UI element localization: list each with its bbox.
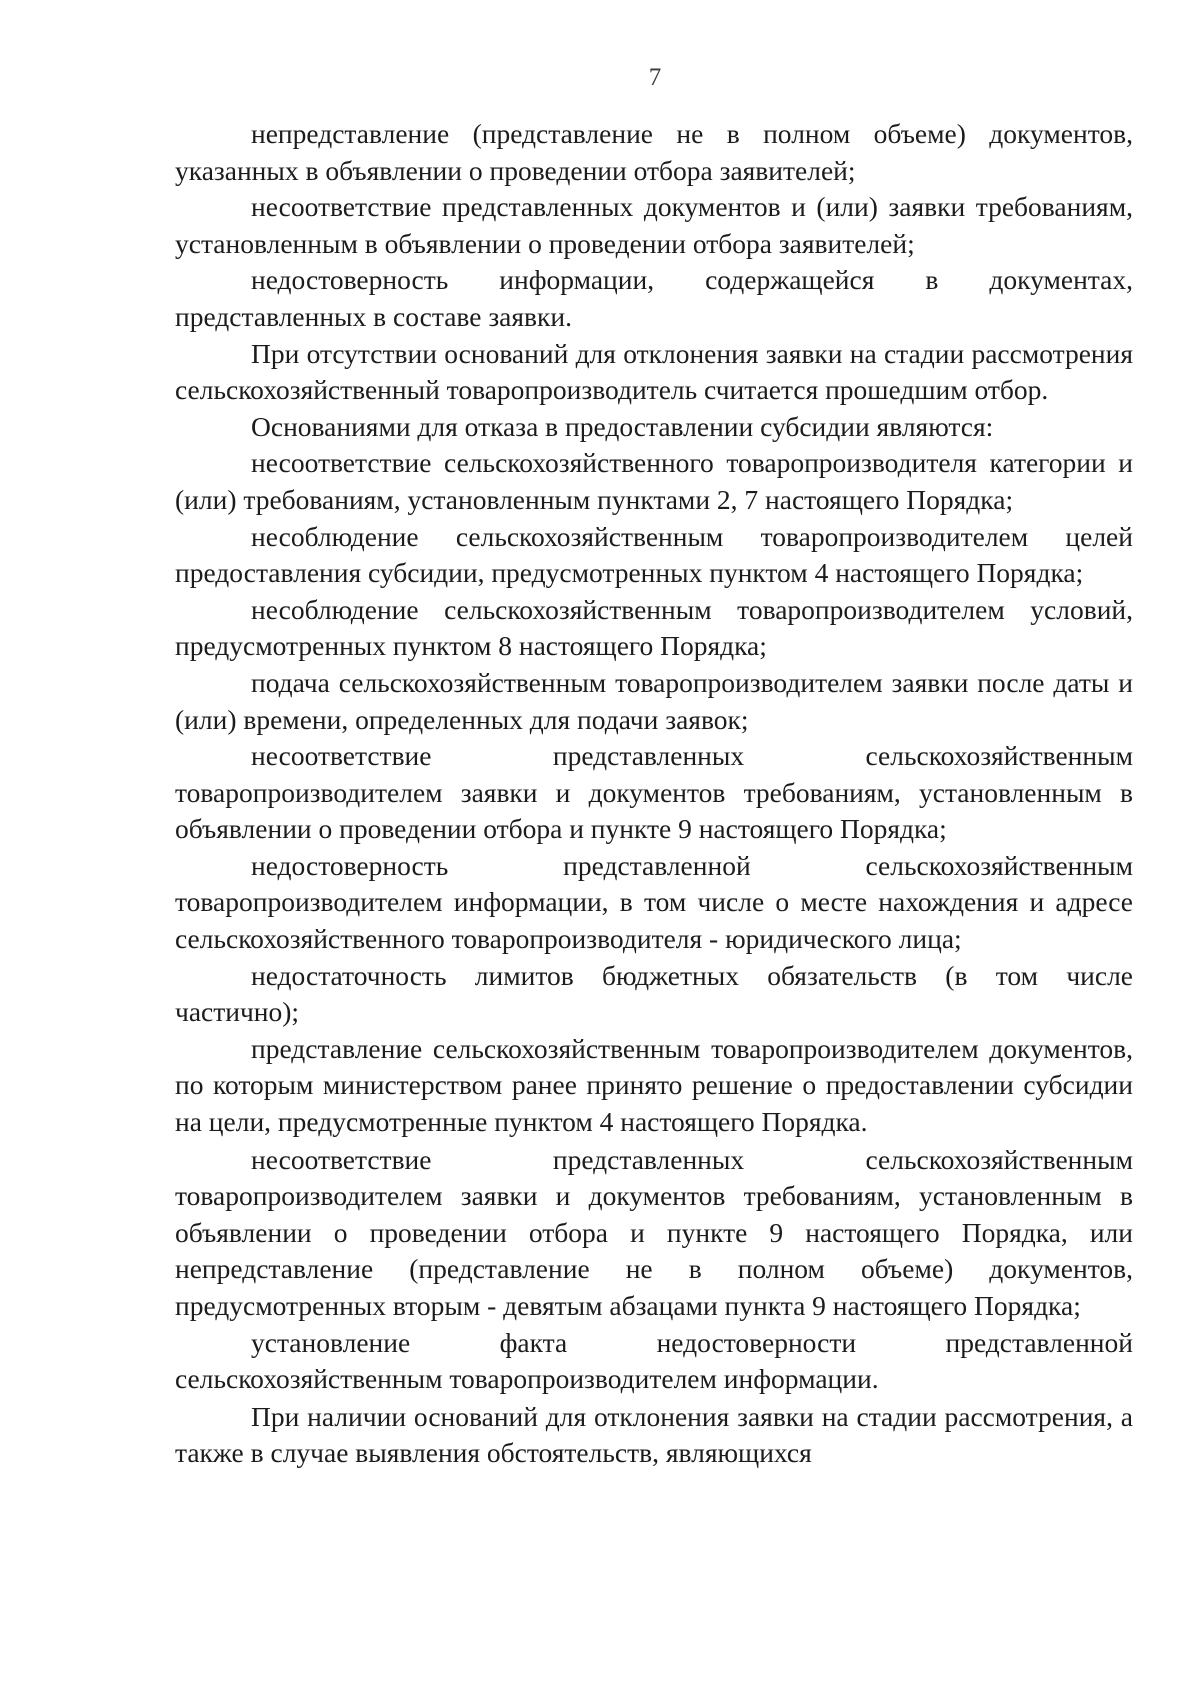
paragraph: Основаниями для отказа в предоставлении субсидии являются: xyxy=(251,410,994,442)
paragraph: несоответствие представленных сельскохозяйственным товаропроизводителем заявки и документов требованиям, установленным в объявлении о проведении отбора и пункте 9 настоящего Порядка, или непредставление (представление не в полном объеме) документов, предусмотренных вторым - девятым абзацами пункта 9 настоящего Порядка; xyxy=(175,1143,1133,1321)
paragraph: несоблюдение сельскохозяйственным товаропроизводителем целей предоставления субсидии, предусмотренных пунктом 4 настоящего Порядка; xyxy=(175,520,1133,589)
paragraph: недостаточность лимитов бюджетных обязательств (в том числе частично); xyxy=(175,959,1133,1028)
paragraph: недостоверность представленной сельскохозяйственным товаропроизводителем информации, в том числе о месте нахождения и адресе сельскохозяйственного товаропроизводителя - юридического лица; xyxy=(175,849,1133,955)
paragraph: несоответствие представленных сельскохозяйственным товаропроизводителем заявки и документов требованиям, установленным в объявлении о проведении отбора и пункте 9 настоящего Порядка; xyxy=(175,740,1133,845)
paragraph: несоблюдение сельскохозяйственным товаропроизводителем условий, предусмотренных пунктом 8 настоящего Порядка; xyxy=(175,593,1133,662)
paragraph: непредставление (представление не в полном объеме) документов, указанных в объявлении о проведении отбора заявителей; xyxy=(175,118,1133,186)
page-number: 7 xyxy=(648,64,662,91)
paragraph: подача сельскохозяйственным товаропроизводителем заявки после даты и (или) времени, определенных для подачи заявок; xyxy=(175,666,1133,735)
paragraph: установление факта недостоверности представленной сельскохозяйственным товаропроизводителем информации. xyxy=(175,1326,1133,1395)
paragraph: При наличии оснований для отклонения заявки на стадии рассмотрения, а также в случае выявления обстоятельств, являющихся xyxy=(175,1400,1133,1469)
paragraph: При отсутствии оснований для отклонения заявки на стадии рассмотрения сельскохозяйственный товаропроизводитель считается прошедшим отбор. xyxy=(175,337,1133,406)
paragraph: представление сельскохозяйственным товаропроизводителем документов, по которым министерством ранее принято решение о предоставлении субсидии на цели, предусмотренные пунктом 4 настоящего Порядка. xyxy=(175,1032,1133,1138)
paragraph: несоответствие представленных документов и (или) заявки требованиям, установленным в объявлении о проведении отбора заявителей; xyxy=(175,191,1133,259)
document-body xyxy=(175,116,1133,1472)
paragraph: несоответствие сельскохозяйственного товаропроизводителя категории и (или) требованиям, установленным пунктами 2, 7 настоящего Порядка; xyxy=(175,447,1133,515)
paragraph: недостоверность информации, содержащейся в документах, представленных в составе заявки. xyxy=(175,264,1133,332)
